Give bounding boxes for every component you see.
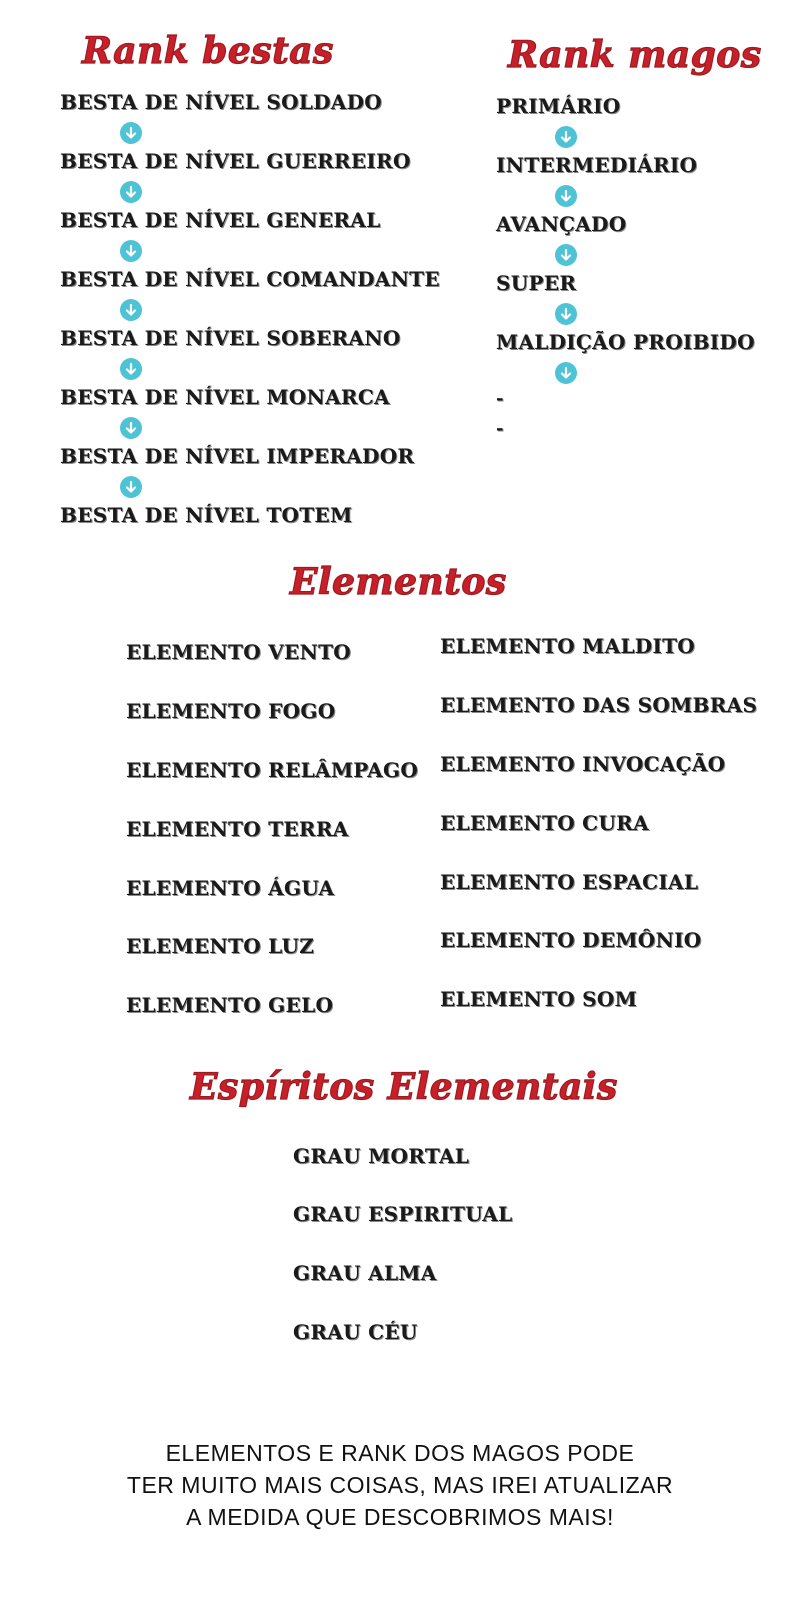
arrow-down-circle-icon (120, 358, 142, 380)
arrow-down-circle-icon (555, 303, 577, 325)
rank-bestas-title: Rank bestas (82, 30, 334, 72)
mago-item-super: SUPER (496, 271, 577, 295)
elemento-vento: ELEMENTO VENTO (126, 640, 352, 664)
arrow-down-circle-icon (120, 299, 142, 321)
elemento-espacial: ELEMENTO ESPACIAL (440, 870, 699, 894)
besta-item-totem: BESTA DE NÍVEL TOTEM (60, 503, 353, 527)
besta-item-monarca: BESTA DE NÍVEL MONARCA (60, 385, 390, 409)
mago-placeholder: - (496, 388, 504, 409)
elemento-terra: ELEMENTO TERRA (126, 817, 349, 841)
besta-item-comandante: BESTA DE NÍVEL COMANDANTE (60, 267, 440, 291)
arrow-down-circle-icon (555, 362, 577, 384)
elemento-invocacao: ELEMENTO INVOCAÇÃO (440, 752, 726, 776)
arrow-down-circle-icon (120, 181, 142, 203)
elemento-agua: ELEMENTO ÁGUA (126, 876, 335, 900)
espiritos-title: Espíritos Elementais (190, 1066, 618, 1108)
elemento-sombras: ELEMENTO DAS SOMBRAS (440, 693, 758, 717)
besta-item-soberano: BESTA DE NÍVEL SOBERANO (60, 326, 401, 350)
elemento-luz: ELEMENTO LUZ (126, 934, 315, 958)
grau-ceu: GRAU CÉU (293, 1320, 418, 1344)
arrow-down-circle-icon (120, 240, 142, 262)
rank-magos-title: Rank magos (508, 34, 762, 76)
elementos-title: Elementos (290, 561, 507, 603)
footer-note: ELEMENTOS E RANK DOS MAGOS PODE TER MUITO MAIS COISAS, MAS IREI ATUALIZAR A MEDIDA QUE DESCOBRIMOS MAIS! (126, 1440, 674, 1530)
besta-item-guerreiro: BESTA DE NÍVEL GUERREIRO (60, 149, 411, 173)
mago-item-primario: PRIMÁRIO (496, 94, 621, 118)
arrow-down-circle-icon (120, 122, 142, 144)
grau-espiritual: GRAU ESPIRITUAL (293, 1202, 513, 1226)
arrow-down-circle-icon (555, 185, 577, 207)
mago-item-intermediario: INTERMEDIÁRIO (496, 153, 698, 177)
mago-item-avancado: AVANÇADO (496, 212, 627, 236)
mago-item-maldicao: MALDIÇÃO PROIBIDO (496, 330, 755, 354)
besta-item-general: BESTA DE NÍVEL GENERAL (60, 208, 381, 232)
elemento-demonio: ELEMENTO DEMÔNIO (440, 928, 702, 952)
arrow-down-circle-icon (555, 126, 577, 148)
elemento-fogo: ELEMENTO FOGO (126, 699, 336, 723)
arrow-down-circle-icon (120, 476, 142, 498)
elemento-maldito: ELEMENTO MALDITO (440, 634, 696, 658)
arrow-down-circle-icon (120, 417, 142, 439)
besta-item-imperador: BESTA DE NÍVEL IMPERADOR (60, 444, 415, 468)
mago-placeholder: - (496, 418, 504, 439)
grau-mortal: GRAU MORTAL (293, 1144, 470, 1168)
grau-alma: GRAU ALMA (293, 1261, 437, 1285)
arrow-down-circle-icon (555, 244, 577, 266)
elemento-som: ELEMENTO SOM (440, 987, 638, 1011)
elemento-cura: ELEMENTO CURA (440, 811, 649, 835)
besta-item-soldado: BESTA DE NÍVEL SOLDADO (60, 90, 382, 114)
elemento-gelo: ELEMENTO GELO (126, 993, 334, 1017)
elemento-relampago: ELEMENTO RELÂMPAGO (126, 758, 419, 782)
